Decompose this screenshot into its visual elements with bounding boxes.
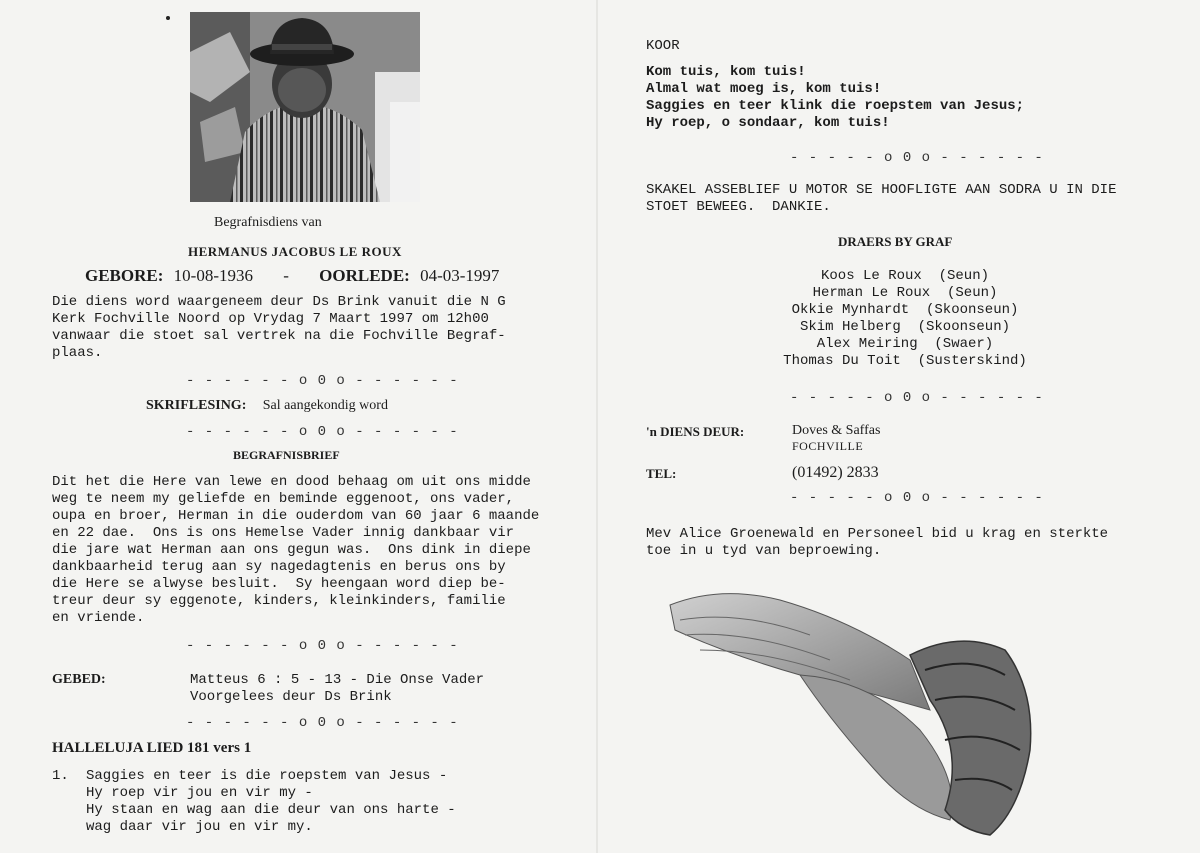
letter-line: die jare wat Herman aan ons gegun was. Ons dink in diepe bbox=[52, 542, 531, 558]
letter-heading: BEGRAFNISBRIEF bbox=[233, 448, 340, 462]
chorus-verse bbox=[646, 64, 1024, 132]
bearer-item: Skim Helberg (Skoonseun) bbox=[799, 319, 1011, 335]
portrait-photo bbox=[190, 12, 420, 202]
service-line: plaas. bbox=[52, 345, 103, 361]
letter-line: en 22 dae. Ons is ons Hemelse Vader innig dankbaar vir bbox=[52, 525, 515, 541]
born-date: 10-08-1936 bbox=[173, 266, 253, 285]
closing-line: Mev Alice Groenewald en Personeel bid u krag en sterkte bbox=[646, 526, 1109, 542]
letter-line: die Here se alwyse besluit. Sy heengaan word diep be- bbox=[52, 576, 506, 592]
closing-line: toe in u tyd van beproewing. bbox=[646, 543, 882, 559]
bearer-item: Alex Meiring (Swaer) bbox=[816, 336, 994, 352]
hymn-line: Hy roep vir jou en vir my - bbox=[86, 785, 313, 801]
prayer-text bbox=[190, 672, 484, 706]
separator: - - - - - o 0 o - - - - - - bbox=[790, 150, 1044, 166]
hymn-line: wag daar vir jou en vir my. bbox=[86, 819, 313, 835]
died-date: 04-03-1997 bbox=[420, 266, 500, 285]
hymn-number: 1. bbox=[52, 768, 69, 784]
bearers-list bbox=[740, 268, 1070, 370]
separator: - - - - - - o 0 o - - - - - - bbox=[186, 638, 459, 654]
page-fold bbox=[596, 0, 598, 853]
hymn-line: Saggies en teer is die roepstem van Jesus - bbox=[86, 768, 448, 784]
service-line: Kerk Fochville Noord op Vrydag 7 Maart 1997 om 12h00 bbox=[52, 311, 489, 327]
scripture-label: SKRIFLESING: bbox=[146, 398, 247, 413]
funeral-service-header: Begrafnisdiens van bbox=[214, 215, 322, 230]
bearers-heading: DRAERS BY GRAF bbox=[838, 234, 953, 249]
service-by-label: 'n DIENS DEUR: bbox=[646, 424, 745, 439]
service-paragraph bbox=[52, 294, 506, 362]
letter-line: weg te neem my geliefde en beminde eggenoot, ons vader, bbox=[52, 491, 515, 507]
dot-mark bbox=[166, 16, 170, 20]
tel-value: (01492) 2833 bbox=[792, 464, 879, 481]
letter-paragraph bbox=[52, 474, 539, 627]
service-line: Die diens word waargeneem deur Ds Brink vanuit die N G bbox=[52, 294, 506, 310]
letter-line: dankbaarheid terug aan sy nagedagtenis en berus ons by bbox=[52, 559, 506, 575]
praying-hands-icon bbox=[660, 580, 1050, 840]
bearer-item: Okkie Mynhardt (Skoonseun) bbox=[791, 302, 1019, 318]
chorus-label: KOOR bbox=[646, 38, 680, 54]
separator: - - - - - - o 0 o - - - - - - bbox=[186, 715, 459, 731]
dates-row bbox=[85, 266, 499, 286]
chorus-line: Kom tuis, kom tuis! bbox=[646, 64, 806, 80]
letter-line: treur deur sy eggenote, kinders, kleinkinders, familie bbox=[52, 593, 506, 609]
closing-message bbox=[646, 526, 1108, 560]
letter-line: oupa en broer, Herman in die ouderdom van 60 jaar 6 maande bbox=[52, 508, 540, 524]
chorus-line: Hy roep, o sondaar, kom tuis! bbox=[646, 115, 890, 131]
deceased-name: HERMANUS JACOBUS LE ROUX bbox=[188, 244, 402, 259]
prayer-label: GEBED: bbox=[52, 672, 106, 687]
bearer-item: Thomas Du Toit (Susterskind) bbox=[783, 353, 1027, 369]
chorus-line: Almal wat moeg is, kom tuis! bbox=[646, 81, 882, 97]
bearer-item: Herman Le Roux (Seun) bbox=[812, 285, 998, 301]
scripture-row bbox=[146, 398, 388, 414]
date-dash: - bbox=[283, 266, 289, 285]
separator: - - - - - o 0 o - - - - - - bbox=[790, 490, 1044, 506]
separator: - - - - - - o 0 o - - - - - - bbox=[186, 424, 459, 440]
letter-line: Dit het die Here van lewe en dood behaag om uit ons midde bbox=[52, 474, 531, 490]
letter-line: en vriende. bbox=[52, 610, 145, 626]
hymn-line: Hy staan en wag aan die deur van ons harte - bbox=[86, 802, 456, 818]
separator: - - - - - o 0 o - - - - - - bbox=[790, 390, 1044, 406]
separator: - - - - - - o 0 o - - - - - - bbox=[186, 373, 459, 389]
service-line: vanwaar die stoet sal vertrek na die Fochville Begraf- bbox=[52, 328, 506, 344]
bearer-item: Koos Le Roux (Seun) bbox=[820, 268, 990, 284]
chorus-line: Saggies en teer klink die roepstem van Jesus; bbox=[646, 98, 1025, 114]
service-by-name bbox=[792, 423, 880, 454]
undertaker-town: FOCHVILLE bbox=[792, 439, 864, 453]
tel-label: TEL: bbox=[646, 466, 677, 481]
hymn-verse bbox=[86, 768, 456, 836]
headlights-notice bbox=[646, 182, 1116, 216]
prayer-line: Matteus 6 : 5 - 13 - Die Onse Vader bbox=[190, 672, 485, 688]
born-label: GEBORE: bbox=[85, 266, 164, 285]
died-label: OORLEDE: bbox=[319, 266, 410, 285]
hymn-title: HALLELUJA LIED 181 vers 1 bbox=[52, 740, 252, 756]
notice-line: STOET BEWEEG. DANKIE. bbox=[646, 199, 831, 215]
prayer-line: Voorgelees deur Ds Brink bbox=[190, 689, 392, 705]
scripture-text: Sal aangekondig word bbox=[262, 398, 388, 413]
undertaker-name: Doves & Saffas bbox=[792, 423, 881, 438]
notice-line: SKAKEL ASSEBLIEF U MOTOR SE HOOFLIGTE AAN SODRA U IN DIE bbox=[646, 182, 1117, 198]
